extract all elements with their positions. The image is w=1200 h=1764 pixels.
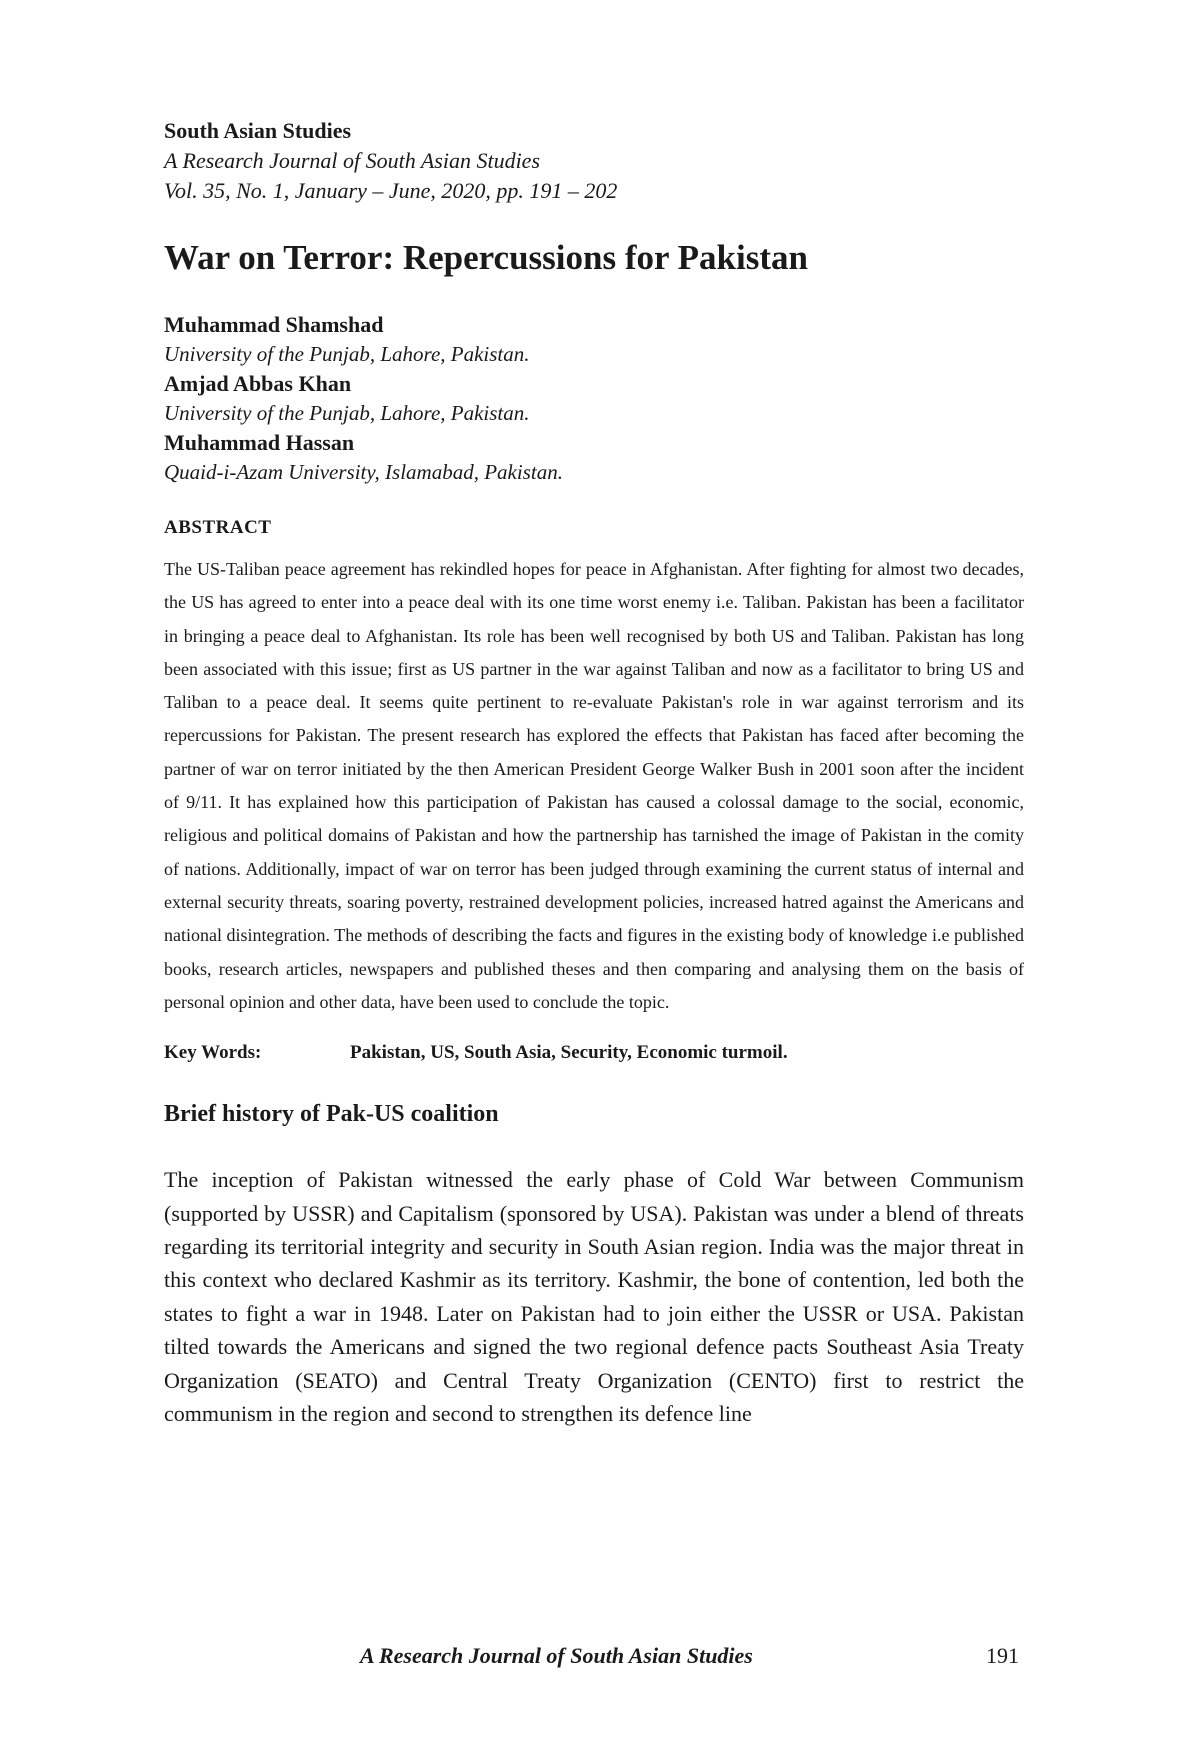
keywords-row (164, 1039, 1024, 1067)
keywords-label: Key Words: (164, 1042, 262, 1064)
author-affiliation: University of the Punjab, Lahore, Pakistan. (164, 401, 530, 425)
journal-name: South Asian Studies (164, 118, 352, 143)
page-number: 191 (986, 1643, 1019, 1668)
volume-info: Vol. 35, No. 1, January – June, 2020, pp. 191 – 202 (164, 178, 618, 203)
paper-page (164, 116, 1024, 1430)
journal-subtitle: A Research Journal of South Asian Studies (164, 148, 541, 173)
keywords-value: Pakistan, US, South Asia, Security, Economic turmoil. (350, 1042, 788, 1064)
paper-title: War on Terror: Repercussions for Pakistan (164, 238, 808, 277)
section-body-text: The inception of Pakistan witnessed the early phase of Cold War between Communism (supported by USSR) and Capitalism (sponsored by USA). Pakistan was under a blend of threats regarding its territorial integrity and security in South Asian region. India was the major threat in this context who declared Kashmir as its territory. Kashmir, the bone of contention, led both the states to fight a war in 1948. Later on Pakistan had to join either the USSR or USA. Pakistan tilted towards the Americans and signed the two regional defence pacts Southeast Asia Treaty Organization (SEATO) and Central Treaty Organization (CENTO) first to restrict the communism in the region and second to strengthen its defence line (164, 1167, 1024, 1426)
section-heading: Brief history of Pak-US coalition (164, 1101, 499, 1128)
abstract-heading: ABSTRACT (164, 517, 272, 538)
author-name: Muhammad Shamshad (164, 312, 384, 337)
footer-journal-name: A Research Journal of South Asian Studies (360, 1643, 753, 1668)
abstract-text: The US-Taliban peace agreement has rekindled hopes for peace in Afghanistan. After fighting for almost two decades, the US has agreed to enter into a peace deal with its one time worst enemy i.e. Taliban. Pakistan has been a facilitator in bringing a peace deal to Afghanistan. Its role has been well recognised by both US and Taliban. Pakistan has long been associated with this issue; first as US partner in the war against Taliban and now as a facilitator to bring US and Taliban to a peace deal. It seems quite pertinent to re-evaluate Pakistan's role in war against terrorism and its repercussions for Pakistan. The present research has explored the effects that Pakistan has faced after becoming the partner of war on terror initiated by the then American President George Walker Bush in 2001 soon after the incident of 9/11. It has explained how this participation of Pakistan has caused a colossal damage to the social, economic, religious and political domains of Pakistan and how the partnership has tarnished the image of Pakistan in the comity of nations. Additionally, impact of war on terror has been judged through examining the current status of internal and external security threats, soaring poverty, restrained development policies, increased hatred against the Americans and national disintegration. The methods of describing the facts and figures in the existing body of knowledge i.e published books, research articles, newspapers and published theses and then comparing and analysing them on the basis of personal opinion and other data, have been used to conclude the topic. (164, 559, 1024, 1012)
author-affiliation: Quaid-i-Azam University, Islamabad, Pakistan. (164, 460, 563, 484)
author-name: Muhammad Hassan (164, 430, 355, 455)
author-name: Amjad Abbas Khan (164, 371, 352, 396)
author-affiliation: University of the Punjab, Lahore, Pakistan. (164, 342, 530, 366)
author-list (164, 310, 1024, 487)
